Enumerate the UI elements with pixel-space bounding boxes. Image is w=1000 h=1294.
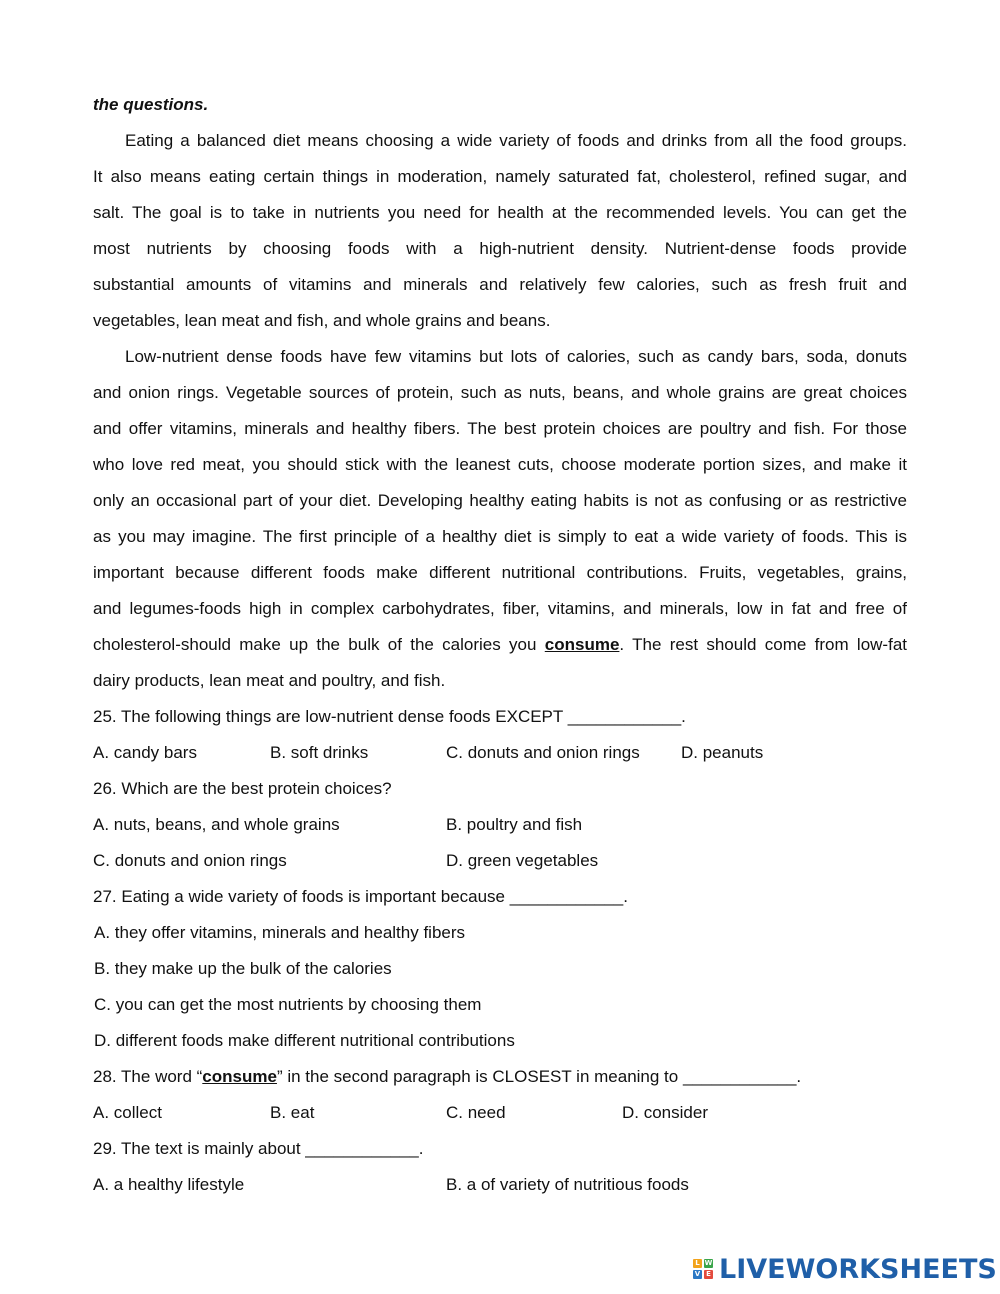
- logo-tile: E: [704, 1270, 713, 1279]
- logo-tile: V: [694, 1270, 701, 1278]
- paragraph-line: and onion rings. Vegetable sources of protein, such as nuts, beans, and whole grains are great choices: [93, 383, 907, 402]
- keyword-consume: consume: [202, 1067, 277, 1086]
- answer-option-c[interactable]: C. donuts and onion rings: [446, 743, 640, 762]
- answer-option-a[interactable]: A. nuts, beans, and whole grains: [93, 815, 340, 834]
- paragraph-line: Low-nutrient dense foods have few vitamins but lots of calories, such as candy bars, soda, donuts: [125, 347, 907, 366]
- answer-option-c[interactable]: C. you can get the most nutrients by choosing them: [94, 995, 482, 1014]
- answer-option-a[interactable]: A. they offer vitamins, minerals and healthy fibers: [94, 923, 466, 942]
- logo-text: LIVEWORKSHEETS: [719, 1253, 997, 1285]
- answer-option-c[interactable]: C. need: [446, 1103, 506, 1122]
- keyword-consume: consume: [544, 635, 620, 654]
- question-text: 27. Eating a wide variety of foods is important because ____________.: [93, 887, 628, 906]
- answer-option-c[interactable]: C. donuts and onion rings: [93, 851, 287, 870]
- answer-option-d[interactable]: D. green vegetables: [446, 851, 599, 870]
- answer-option-a[interactable]: A. candy bars: [93, 743, 197, 762]
- question-text: 29. The text is mainly about ____________.: [93, 1139, 424, 1158]
- answer-option-a[interactable]: A. collect: [93, 1103, 162, 1122]
- section-heading: the questions.: [93, 95, 209, 114]
- paragraph-line: salt. The goal is to take in nutrients you need for health at the recommended levels. You can get the: [93, 203, 907, 222]
- question-text: 25. The following things are low-nutrient dense foods EXCEPT ____________.: [93, 707, 686, 726]
- answer-option-b[interactable]: B. poultry and fish: [446, 815, 583, 834]
- paragraph-line: important because different foods make different nutritional contributions. Fruits, vegetables, grains,: [93, 563, 907, 582]
- logo-tile: L: [693, 1259, 702, 1268]
- text-after-keyword: . The rest should come from low-fat: [619, 635, 907, 654]
- paragraph-line: most nutrients by choosing foods with a high-nutrient density. Nutrient-dense foods provide: [93, 239, 907, 258]
- answer-option-b[interactable]: B. they make up the bulk of the calories: [94, 959, 392, 978]
- paragraph-line: and legumes-foods high in complex carbohydrates, fiber, vitamins, and minerals, low in fat and free of: [93, 599, 907, 618]
- logo-tile: W: [704, 1259, 713, 1267]
- paragraph-line: dairy products, lean meat and poultry, and fish.: [93, 671, 446, 690]
- question-text-before: 28. The word “: [93, 1067, 203, 1086]
- paragraph-line: as you may imagine. The first principle of a healthy diet is simply to eat a wide variety of foods. This is: [93, 527, 907, 546]
- answer-option-d[interactable]: D. different foods make different nutritional contributions: [94, 1031, 515, 1050]
- paragraph-line: Eating a balanced diet means choosing a wide variety of foods and drinks from all the food groups.: [125, 131, 907, 150]
- paragraph-line: who love red meat, you should stick with the leanest cuts, choose moderate portion sizes, and make it: [93, 455, 907, 474]
- text-before-keyword: cholesterol-should make up the bulk of the calories you: [93, 635, 545, 654]
- paragraph-line: vegetables, lean meat and fish, and whole grains and beans.: [93, 311, 551, 330]
- paragraph-line: only an occasional part of your diet. Developing healthy eating habits is not as confusing or as restrictive: [93, 491, 907, 510]
- answer-option-d[interactable]: D. peanuts: [681, 743, 764, 762]
- paragraph-line: It also means eating certain things in moderation, namely saturated fat, cholesterol, refined sugar, and: [93, 167, 907, 186]
- paragraph-line: substantial amounts of vitamins and minerals and relatively few calories, such as fresh fruit and: [93, 275, 907, 294]
- liveworksheets-logo[interactable]: [693, 1253, 997, 1285]
- paragraph-line: and offer vitamins, minerals and healthy fibers. The best protein choices are poultry and fish. For those: [93, 419, 907, 438]
- answer-option-b[interactable]: B. a of variety of nutritious foods: [446, 1175, 689, 1194]
- liveworksheets-logo-icon: [693, 1259, 713, 1279]
- answer-option-a[interactable]: A. a healthy lifestyle: [93, 1175, 245, 1194]
- question-text: 26. Which are the best protein choices?: [93, 779, 392, 798]
- question-text: [93, 1066, 801, 1088]
- answer-option-d[interactable]: D. consider: [622, 1103, 708, 1122]
- paragraph-line-keyword: [93, 634, 907, 656]
- question-text-after: ” in the second paragraph is CLOSEST in meaning to ____________.: [276, 1067, 802, 1086]
- answer-option-b[interactable]: B. eat: [270, 1103, 315, 1122]
- answer-option-b[interactable]: B. soft drinks: [270, 743, 369, 762]
